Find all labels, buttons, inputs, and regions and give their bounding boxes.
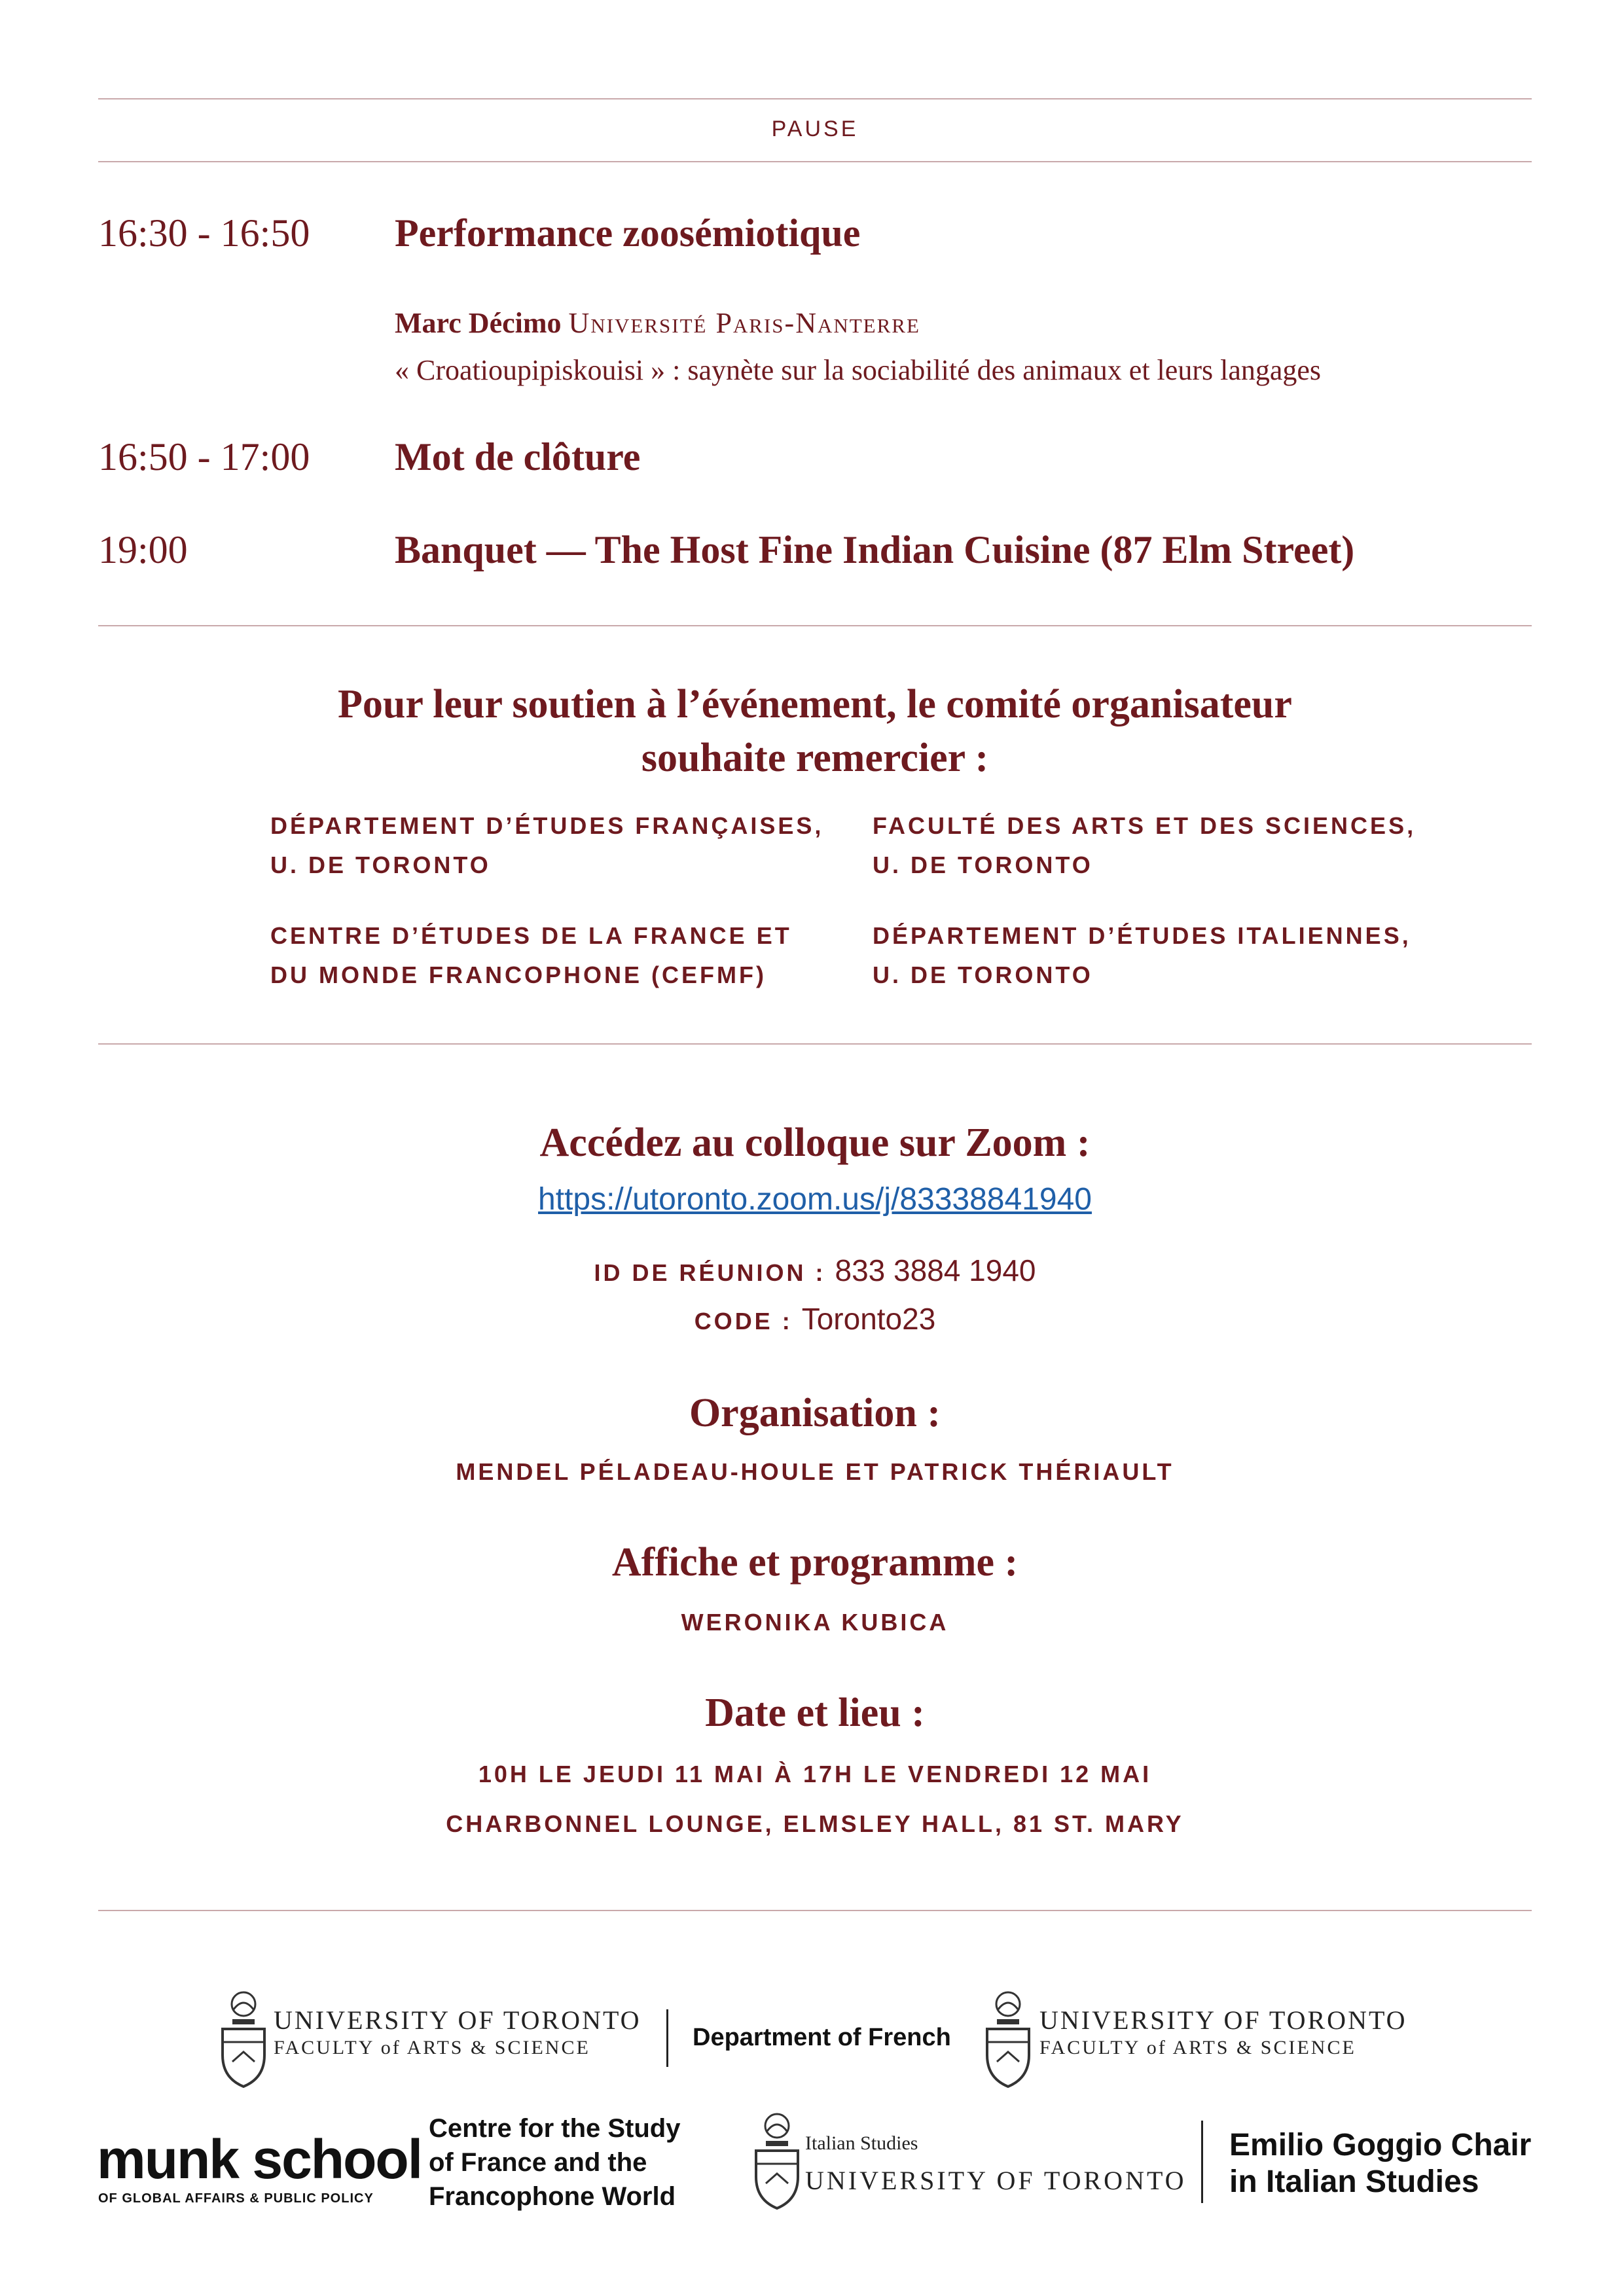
date-line: 10H LE JEUDI 11 MAI À 17H LE VENDREDI 12 MAI <box>478 1761 1152 1787</box>
session-time: 16:50 - 17:00 <box>98 435 310 478</box>
zoom-link-wrap <box>98 1181 1532 1217</box>
cefmf-line: Francophone World <box>429 2182 676 2211</box>
date-place-heading: Date et lieu : <box>705 1691 925 1735</box>
sponsor-item <box>873 806 1416 885</box>
goggio-line: in Italian Studies <box>1229 2164 1479 2199</box>
meeting-id <box>98 1253 1532 1288</box>
talk-title: « Croatioupipiskouisi » : saynète sur la sociabilité des animaux et leurs langages <box>395 354 1322 386</box>
logo-divider <box>1201 2121 1203 2203</box>
sponsor-item <box>873 916 1411 995</box>
divider <box>98 1043 1532 1045</box>
divider <box>98 161 1532 162</box>
thanks-heading-line2: souhaite remercier : <box>641 736 989 780</box>
uoft-faculty: FACULTY of ARTS & SCIENCE <box>1039 2037 1356 2058</box>
uoft-name: UNIVERSITY OF TORONTO <box>1039 2005 1407 2035</box>
session-title: Banquet — The Host Fine Indian Cuisine (87 Elm Street) <box>395 528 1355 571</box>
sponsor-line: CENTRE D’ÉTUDES DE LA FRANCE ET <box>270 922 792 949</box>
sponsor-line: U. DE TORONTO <box>873 852 1093 878</box>
sponsor-line: DU MONDE FRANCOPHONE (CEFMF) <box>270 961 767 988</box>
session-time: 16:30 - 16:50 <box>98 211 310 255</box>
speaker-line <box>395 306 920 340</box>
italian-studies-label: Italian Studies <box>805 2132 918 2154</box>
organisation-heading: Organisation : <box>689 1391 941 1435</box>
meeting-id-label: ID DE RÉUNION : <box>594 1259 826 1286</box>
meeting-code <box>98 1301 1532 1336</box>
zoom-link[interactable]: https://utoronto.zoom.us/j/83338841940 <box>538 1182 1092 1217</box>
sponsor-line: U. DE TORONTO <box>270 852 491 878</box>
meeting-id-value: 833 3884 1940 <box>835 1253 1036 1287</box>
pause-label: PAUSE <box>771 117 859 141</box>
poster-names: WERONIKA KUBICA <box>681 1609 949 1636</box>
cefmf-line: of France and the <box>429 2148 647 2177</box>
cefmf-logo <box>429 2111 680 2214</box>
divider <box>98 1910 1532 1911</box>
goggio-line: Emilio Goggio Chair <box>1229 2128 1532 2162</box>
uoft-crest-icon <box>753 2111 801 2213</box>
meeting-code-value: Toronto23 <box>801 1302 936 1336</box>
cefmf-line: Centre for the Study <box>429 2114 681 2143</box>
thanks-heading-line1: Pour leur soutien à l’événement, le comité organisateur <box>338 682 1292 726</box>
sponsor-item <box>270 806 823 885</box>
munk-school-logo: munk school <box>97 2128 422 2190</box>
zoom-heading: Accédez au colloque sur Zoom : <box>539 1121 1091 1165</box>
meeting-code-label: CODE : <box>694 1308 793 1335</box>
uoft-crest-icon <box>984 1990 1032 2091</box>
session-title: Mot de clôture <box>395 435 641 478</box>
italian-uoft-name: UNIVERSITY OF TORONTO <box>805 2166 1187 2195</box>
organisation-names: MENDEL PÉLADEAU-HOULE ET PATRICK THÉRIAULT <box>456 1458 1174 1485</box>
sponsor-line: DÉPARTEMENT D’ÉTUDES FRANÇAISES, <box>270 812 824 839</box>
divider <box>98 98 1532 99</box>
speaker-name: Marc Décimo <box>395 307 562 339</box>
speaker-affiliation: Université Paris-Nanterre <box>568 307 920 339</box>
uoft-crest-icon <box>219 1990 268 2091</box>
goggio-chair-logo <box>1229 2127 1531 2200</box>
session-time: 19:00 <box>98 528 188 571</box>
session-title: Performance zoosémiotique <box>395 211 861 255</box>
munk-school-subtitle: OF GLOBAL AFFAIRS & PUBLIC POLICY <box>98 2191 374 2206</box>
logo-divider <box>666 2009 668 2067</box>
sponsor-item <box>270 916 792 995</box>
divider <box>98 625 1532 626</box>
uoft-name: UNIVERSITY OF TORONTO <box>274 2005 641 2035</box>
sponsor-line: DÉPARTEMENT D’ÉTUDES ITALIENNES, <box>873 922 1411 949</box>
sponsor-line: FACULTÉ DES ARTS ET DES SCIENCES, <box>873 812 1416 839</box>
dept-french-label: Department of French <box>693 2024 951 2051</box>
sponsor-line: U. DE TORONTO <box>873 961 1093 988</box>
uoft-faculty: FACULTY of ARTS & SCIENCE <box>274 2037 590 2058</box>
place-line: CHARBONNEL LOUNGE, ELMSLEY HALL, 81 ST. MARY <box>446 1810 1184 1837</box>
poster-heading: Affiche et programme : <box>611 1540 1019 1585</box>
thanks-heading <box>98 677 1532 785</box>
